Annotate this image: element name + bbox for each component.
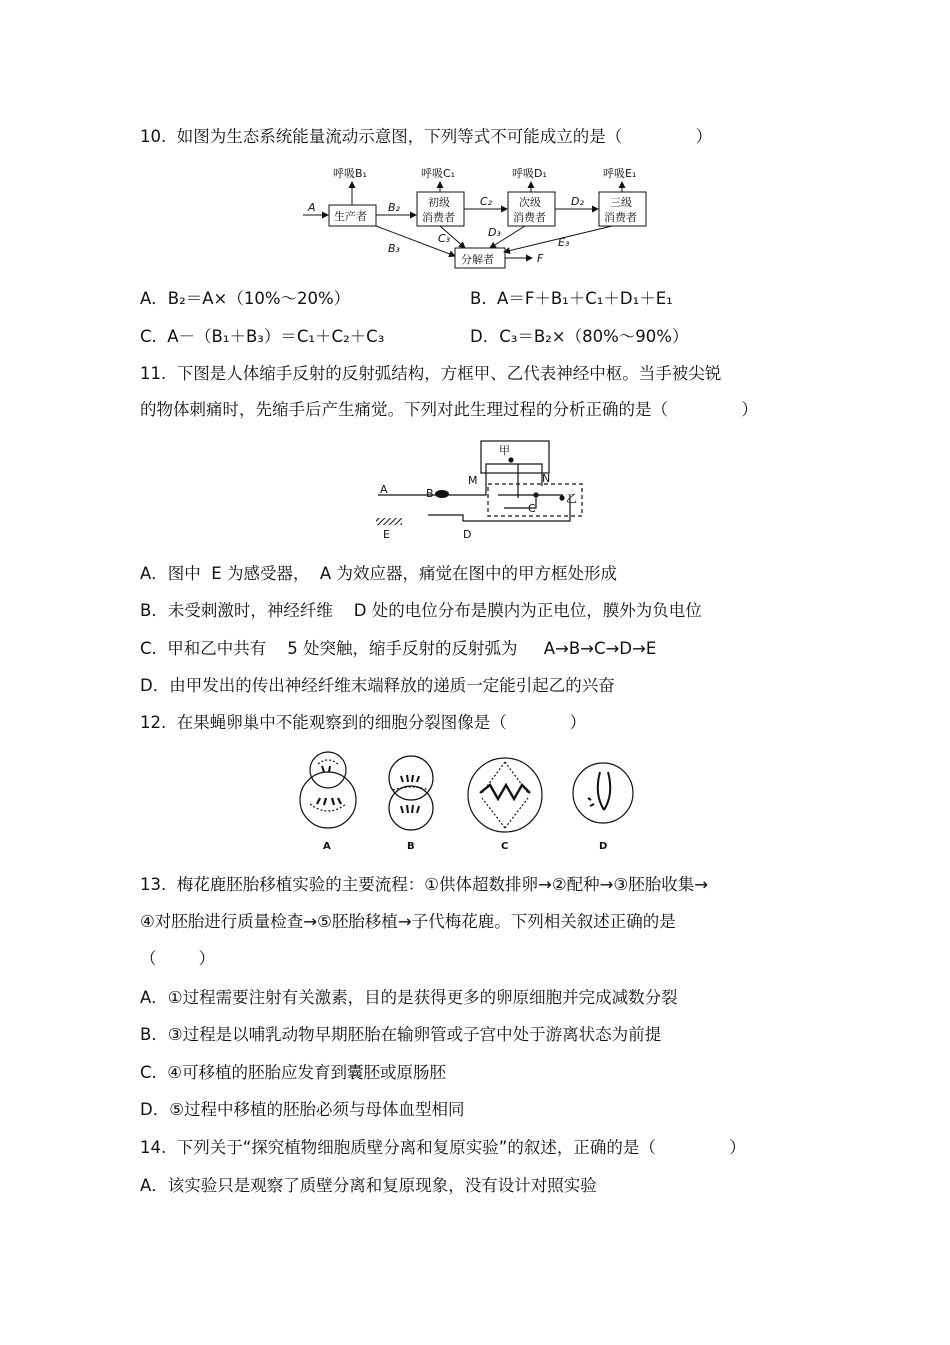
f-label: F xyxy=(537,252,544,265)
c2-label: C₂ xyxy=(480,195,493,208)
tertiary-line1: 三级 xyxy=(610,196,632,209)
cell-a-image xyxy=(300,752,356,828)
primary-line2: 消费者 xyxy=(422,211,455,224)
decomposer-label: 分解者 xyxy=(461,253,494,266)
e3-label: E₃ xyxy=(558,236,570,249)
q12-stem: 12. 在果蝇卵巢中不能观察到的细胞分裂图像是（ ） xyxy=(140,713,587,732)
q11-stem-line2: 的物体刺痛时，先缩手后产生痛觉。下列对此生理过程的分析正确的是（ ） xyxy=(140,400,758,419)
resp-e-label: 呼吸E₁ xyxy=(603,167,637,180)
yi-label: 乙 xyxy=(566,492,577,505)
figure-label-a: A xyxy=(323,841,331,852)
energy-flow-diagram xyxy=(300,160,680,272)
cell-b-image xyxy=(389,756,433,830)
c3-label: C₃ xyxy=(438,232,451,245)
q10-option-c: C. A－（B₁＋B₃）＝C₁＋C₂＋C₃ xyxy=(140,327,385,346)
q11-option-d: D．由甲发出的传出神经纤维末端释放的递质一定能引起乙的兴奋 xyxy=(140,676,615,695)
jia-label: 甲 xyxy=(499,444,510,457)
c-label: C xyxy=(528,502,536,515)
q11-stem-line1: 11. 下图是人体缩手反射的反射弧结构，方框甲、乙代表神经中枢。当手被尖锐 xyxy=(140,364,722,383)
q13-option-b: B．③过程是以哺乳动物早期胚胎在输卵管或子宫中处于游离状态为前提 xyxy=(140,1025,662,1044)
m-label: M xyxy=(468,474,478,487)
q11-option-a: A．图中 E 为感受器， A 为效应器，痛觉在图中的甲方框处形成 xyxy=(140,564,617,583)
a-label: A xyxy=(308,201,316,214)
resp-c-label: 呼吸C₁ xyxy=(421,167,456,180)
n-label: N xyxy=(542,472,551,485)
reflex-arc-diagram xyxy=(368,438,590,544)
resp-d-label: 呼吸D₁ xyxy=(512,167,547,180)
q10-stem: 10. 如图为生态系统能量流动示意图，下列等式不可能成立的是（ ） xyxy=(140,127,713,146)
q11-option-c: C. 甲和乙中共有 5 处突触，缩手反射的反射弧为 A→B→C→D→E xyxy=(140,639,657,658)
producer-label: 生产者 xyxy=(334,210,367,223)
d3-label: D₃ xyxy=(488,226,501,239)
tertiary-line2: 消费者 xyxy=(604,211,637,224)
b2-label: B₂ xyxy=(388,201,400,214)
e-label: E xyxy=(383,528,390,541)
q13-stem-line2: ④对胚胎进行质量检查→⑤胚胎移植→子代梅花鹿。下列相关叙述正确的是 xyxy=(140,912,676,931)
q13-option-d: D．⑤过程中移植的胚胎必须与母体血型相同 xyxy=(140,1100,465,1119)
q10-option-d: D．C₃＝B₂×（80%～90%） xyxy=(470,327,689,346)
figure-label-b: B xyxy=(407,841,415,852)
figure-label-d: D xyxy=(599,841,608,852)
q13-option-a: A．①过程需要注射有关激素，目的是获得更多的卵原细胞并完成减数分裂 xyxy=(140,988,678,1007)
figure-label-c: C xyxy=(501,841,509,852)
center-jia-box xyxy=(481,441,549,473)
primary-line1: 初级 xyxy=(428,196,450,209)
cell-division-figures xyxy=(290,748,650,854)
d2-label: D₂ xyxy=(571,195,584,208)
b3-label: B₃ xyxy=(388,242,400,255)
cell-c-image xyxy=(468,758,542,832)
secondary-line1: 次级 xyxy=(519,196,541,209)
cell-d-image xyxy=(573,763,633,823)
q10-option-a: A．B₂＝A×（10%～20%） xyxy=(140,289,351,308)
q14-stem: 14. 下列关于“探究植物细胞质壁分离和复原实验”的叙述，正确的是（ ） xyxy=(140,1138,746,1157)
d-label: D xyxy=(463,528,472,541)
a-label: A xyxy=(380,483,388,496)
q13-option-c: C. ④可移植的胚胎应发育到囊胚或原肠胚 xyxy=(140,1063,447,1082)
resp-b-label: 呼吸B₁ xyxy=(333,167,367,180)
b-label: B xyxy=(426,487,434,500)
q13-stem-line1: 13. 梅花鹿胚胎移植实验的主要流程：①供体超数排卵→②配种→③胚胎收集→ xyxy=(140,875,709,894)
q11-option-b: B．未受刺激时，神经纤维 D 处的电位分布是膜内为正电位，膜外为负电位 xyxy=(140,601,702,620)
q10-option-b: B. A＝F＋B₁＋C₁＋D₁＋E₁ xyxy=(470,289,673,308)
q13-stem-line3: （ ） xyxy=(140,949,215,968)
q14-option-a: A．该实验只是观察了质壁分离和复原现象，没有设计对照实验 xyxy=(140,1176,597,1195)
secondary-line2: 消费者 xyxy=(513,211,546,224)
